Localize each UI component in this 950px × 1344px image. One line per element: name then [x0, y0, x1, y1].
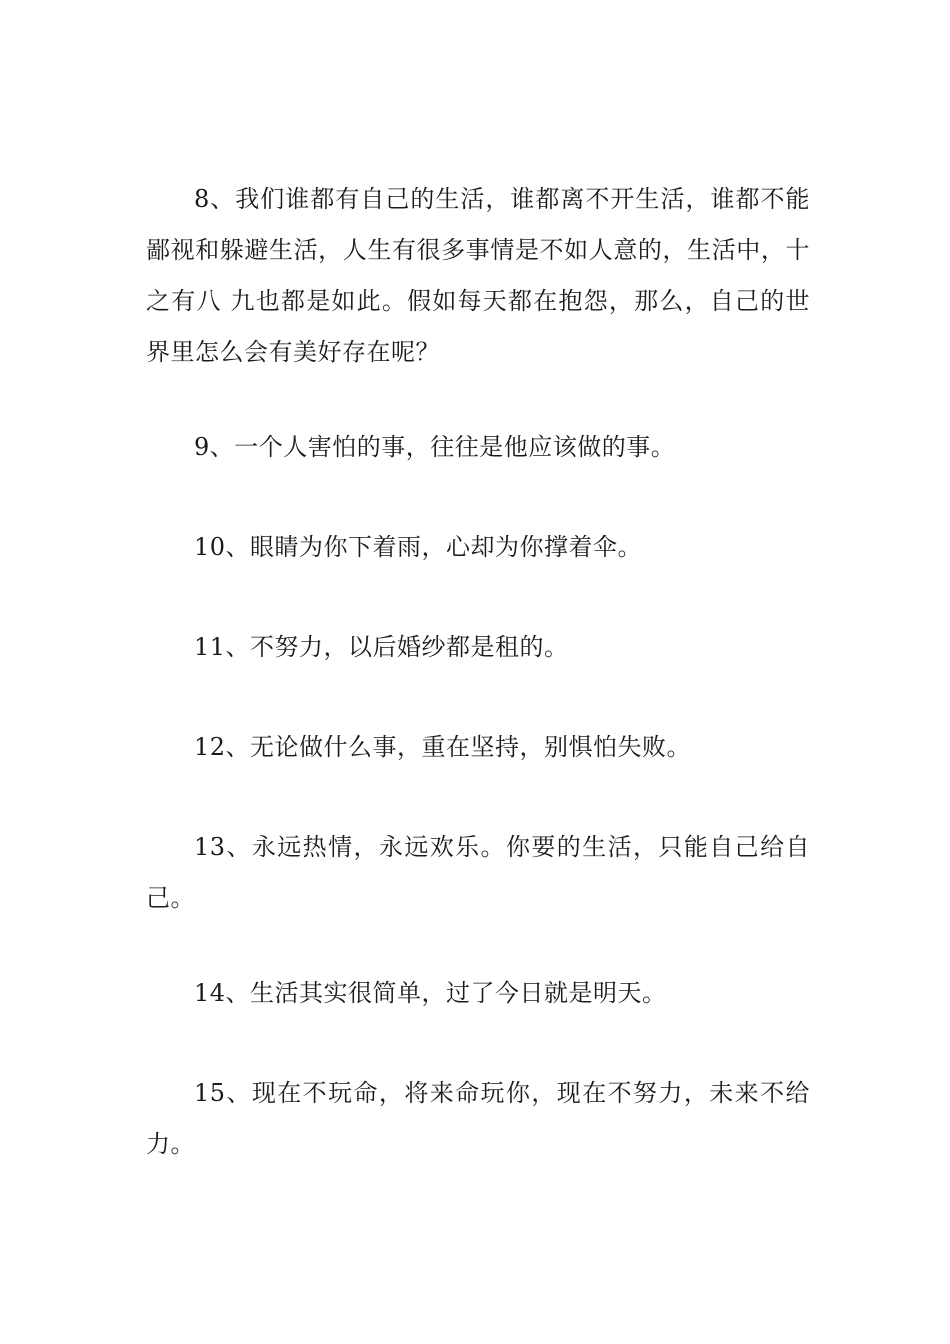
- paragraph-15: 15、现在不玩命，将来命玩你，现在不努力，未来不给力。: [146, 1079, 810, 1158]
- paragraph-11: 11、不努力，以后婚纱都是租的。: [194, 633, 569, 661]
- paragraph-8: 8、我们谁都有自己的生活，谁都离不开生活，谁都不能鄙视和躲避生活，人生有很多事情是不如人意的，生活中，十之有八 九也都是如此。假如每天都在抱怨，那么，自己的世界里怎么会有美好存在呢？: [146, 185, 810, 366]
- paragraph-9: 9、一个人害怕的事，往往是他应该做的事。: [194, 433, 676, 461]
- paragraph-10: 10、眼睛为你下着雨，心却为你撑着伞。: [194, 533, 643, 561]
- paragraph-14: 14、生活其实很简单，过了今日就是明天。: [194, 979, 667, 1007]
- paragraph-13: 13、永远热情，永远欢乐。你要的生活，只能自己给自己。: [146, 833, 810, 912]
- paragraph-12: 12、无论做什么事，重在坚持，别惧怕失败。: [194, 733, 692, 761]
